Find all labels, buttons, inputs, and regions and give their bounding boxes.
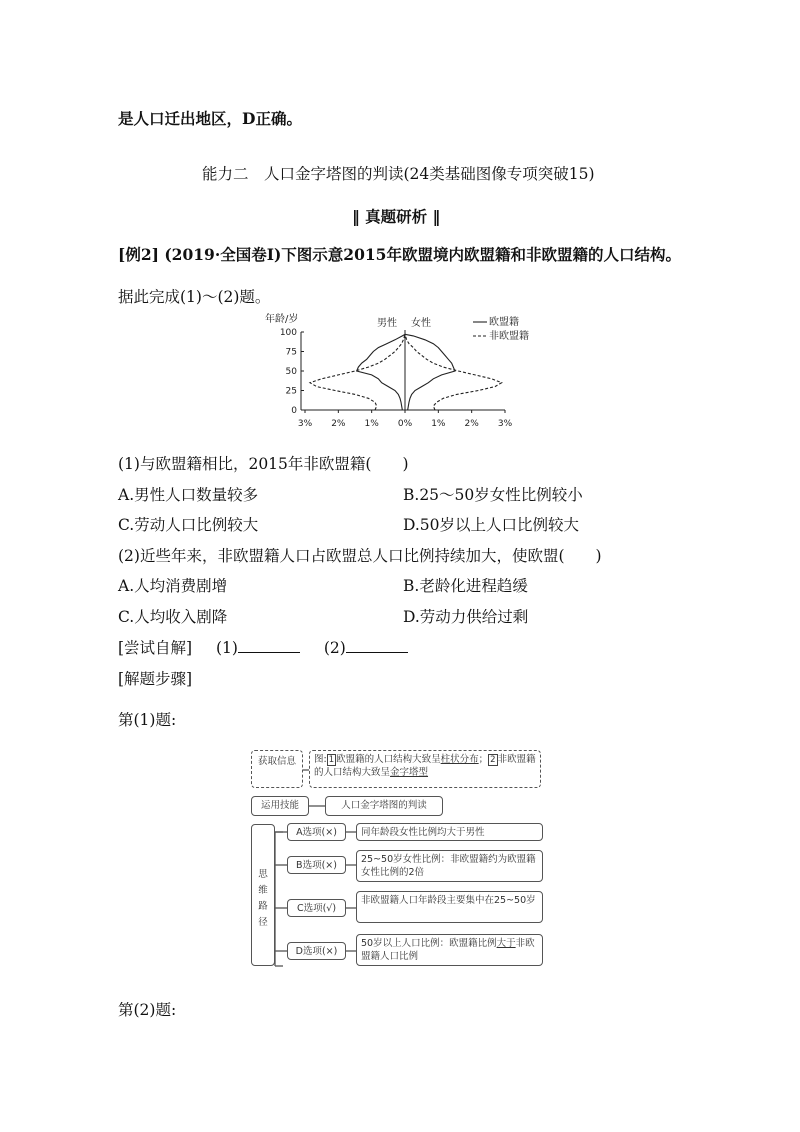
q2-option-c: C.人均收入剧降 xyxy=(118,608,228,626)
try-label: [尝试自解] xyxy=(118,639,193,657)
q1-option-c: C.劳动人口比例较大 xyxy=(118,516,259,534)
pyramid-svg xyxy=(255,308,555,436)
option-b-box xyxy=(287,856,346,874)
option-d-reason-text-1: 50岁以上人口比例：欧盟籍比例 xyxy=(361,938,497,949)
solution-steps-label: [解题步骤] xyxy=(118,670,193,688)
method-target-box xyxy=(325,796,443,816)
y-tick-label: 100 xyxy=(279,328,297,338)
get-info-label: 获取信息 xyxy=(257,756,296,767)
get-info-box xyxy=(251,750,303,788)
eu-female-line xyxy=(405,334,455,410)
x-tick-label: 0% xyxy=(397,419,413,429)
reasoning-diagram xyxy=(245,748,565,970)
q1-stem: (1)与欧盟籍相比，2015年非欧盟籍( ) xyxy=(118,455,409,473)
q1-option-b: B.25～50岁女性比例较小 xyxy=(403,486,583,504)
option-b-reason xyxy=(356,850,543,882)
section-title: 能力二 人口金字塔图的判读(24类基础图像专项突破15) xyxy=(202,165,595,183)
non-eu-female-line xyxy=(405,334,502,410)
q2-stem: (2)近些年来，非欧盟籍人口占欧盟总人口比例持续加大，使欧盟( ) xyxy=(118,547,602,565)
male-label: 男性 xyxy=(377,318,397,329)
option-b-label: B选项(×) xyxy=(296,860,337,871)
info-text-1: 欧盟籍的人口结构大致呈 xyxy=(336,754,441,765)
option-c-reason-text: 非欧盟籍人口年龄段主要集中在25~50岁 xyxy=(361,895,536,906)
option-a-box xyxy=(287,823,346,841)
info-text-2: 非欧盟籍的人口结构大致呈 xyxy=(314,754,536,778)
part2-label: 第(2)题: xyxy=(118,1001,177,1019)
part1-label: 第(1)题: xyxy=(118,711,177,729)
answer-blank-2[interactable] xyxy=(346,638,408,653)
option-d-box xyxy=(287,942,346,960)
q2-option-d: D.劳动力供给过剩 xyxy=(403,608,529,626)
info-number-2: 2 xyxy=(490,755,496,765)
option-d-label: D选项(×) xyxy=(295,946,338,957)
y-axis-label: 年龄/岁 xyxy=(265,314,299,325)
subsection-title: ‖ 真题研析 ‖ xyxy=(352,207,441,226)
x-tick-label: 3% xyxy=(297,419,313,429)
continuation-text: 是人口迁出地区，D正确。 xyxy=(118,109,302,128)
method-label: 运用技能 xyxy=(260,800,299,811)
y-tick-label: 0 xyxy=(291,406,297,416)
thinking-path-label: 思维路径 xyxy=(258,869,268,928)
population-pyramid-chart xyxy=(255,308,555,436)
try-part1-label: (1) xyxy=(215,639,238,657)
option-a-label: A选项(×) xyxy=(296,827,337,838)
x-tick-label: 1% xyxy=(364,419,379,429)
info-prefix: 图: xyxy=(314,754,327,765)
info-underline-2: 金字塔型 xyxy=(390,767,429,778)
y-tick-label: 50 xyxy=(285,367,297,377)
x-tick-label: 3% xyxy=(497,419,513,429)
info-underline-1: 柱状分布 xyxy=(440,754,479,765)
option-b-reason-text: 25~50岁女性比例：非欧盟籍约为欧盟籍女性比例的2倍 xyxy=(361,854,536,878)
method-target-label: 人口金字塔图的判读 xyxy=(341,800,427,811)
x-tick-label: 2% xyxy=(331,419,346,429)
method-box xyxy=(251,796,309,816)
q2-option-a: A.人均消费剧增 xyxy=(118,577,228,595)
thinking-path-box xyxy=(251,824,275,966)
female-label: 女性 xyxy=(411,318,431,329)
instruction-text: 据此完成(1)～(2)题。 xyxy=(118,288,271,306)
option-d-reason-text-2: 非欧盟籍人口比例 xyxy=(361,938,535,962)
try-part2-label: (2) xyxy=(323,639,346,657)
eu-male-line xyxy=(357,334,405,410)
option-c-reason xyxy=(356,891,543,923)
q2-option-b: B.老龄化进程趋缓 xyxy=(403,577,528,595)
option-d-reason-underline: 大于 xyxy=(496,938,516,949)
q1-option-a: A.男性人口数量较多 xyxy=(118,486,259,504)
y-tick-label: 25 xyxy=(285,386,297,397)
example-line: [例2] (2019·全国卷Ⅰ)下图示意2015年欧盟境内欧盟籍和非欧盟籍的人口结构。 xyxy=(118,245,681,264)
option-c-label: C选项(√) xyxy=(296,903,337,914)
q1-option-d: D.50岁以上人口比例较大 xyxy=(403,516,580,534)
info-number-1: 1 xyxy=(328,755,335,765)
option-d-reason xyxy=(356,934,543,966)
y-tick-label: 75 xyxy=(285,347,297,358)
legend-label: 欧盟籍 xyxy=(489,317,519,328)
info-content-box xyxy=(309,750,541,788)
non-eu-male-line xyxy=(310,334,405,410)
option-c-box xyxy=(287,899,346,917)
option-a-reason-text: 同年龄段女性比例均大于男性 xyxy=(361,827,485,838)
x-tick-label: 1% xyxy=(431,419,446,429)
try-self-answer xyxy=(118,636,408,658)
answer-blank-1[interactable] xyxy=(238,638,300,653)
option-a-reason xyxy=(356,823,543,841)
legend-label: 非欧盟籍 xyxy=(489,331,529,342)
info-separator: ； xyxy=(478,754,489,765)
x-tick-label: 2% xyxy=(464,419,479,429)
